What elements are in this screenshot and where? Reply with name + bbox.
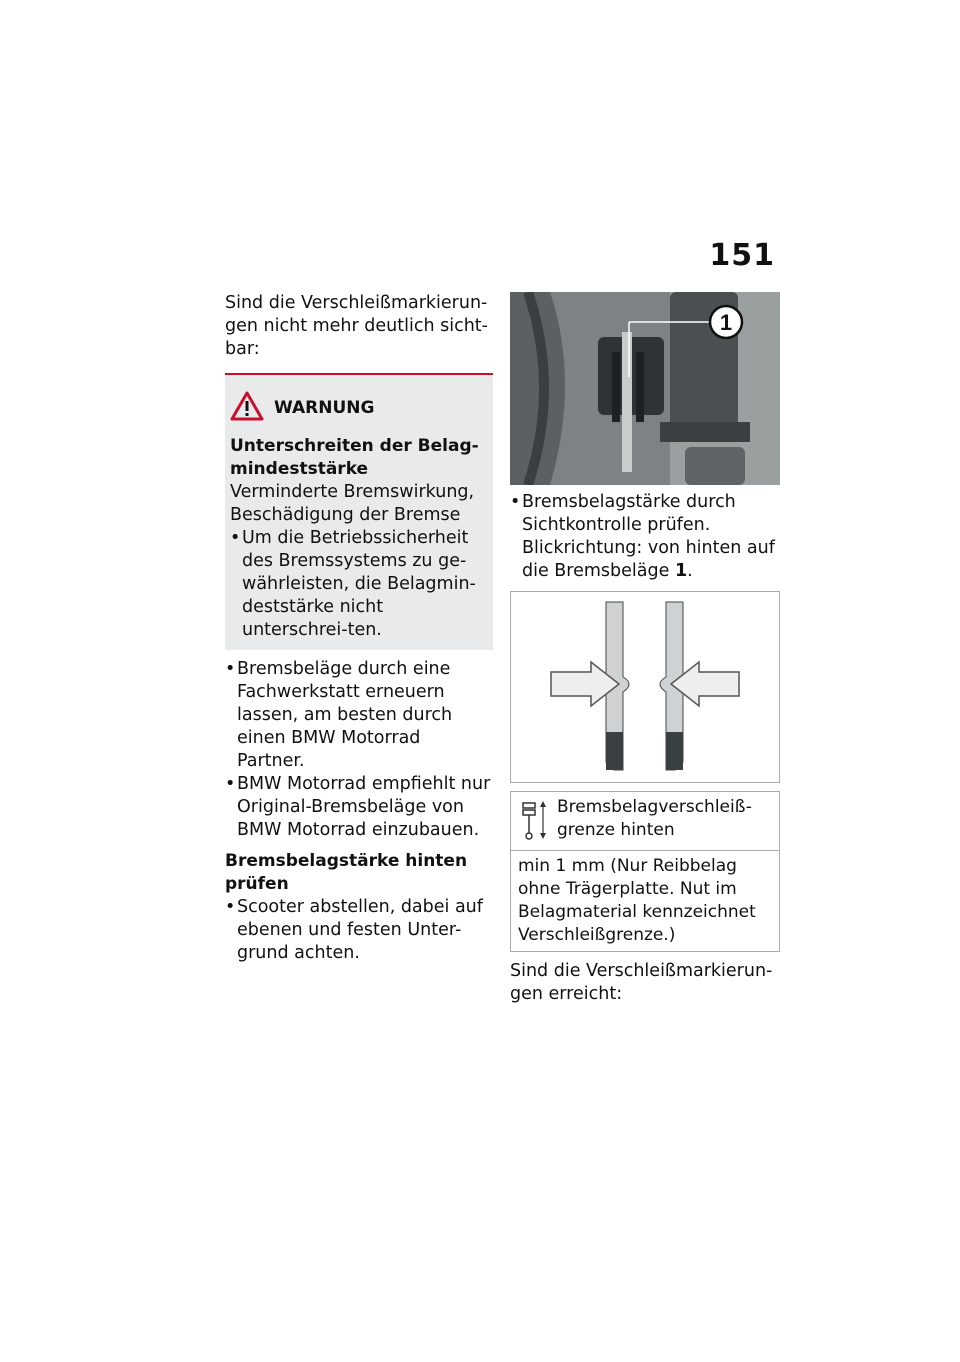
closing-text: Sind die Verschleißmarkierun-gen erreicht: — [510, 961, 773, 1004]
photo-callout-number: 1 — [719, 310, 733, 335]
warning-triangle-icon — [230, 391, 264, 425]
brake-pad-diagram — [510, 591, 780, 783]
list-item: • Bremsbeläge durch eine Fachwerkstatt erneuern lassen, am besten durch einen BMW Motorrad Partner. — [225, 658, 493, 773]
warning-action: • Um die Betriebssicherheit des Bremssystems zu ge-währleisten, die Belagmin-deststärke nicht unterschrei-ten. — [230, 527, 485, 642]
left-column — [225, 292, 493, 965]
warning-heading: Unterschreiten der Belag-mindeststärke — [230, 436, 479, 479]
intro-text: Sind die Verschleißmarkierun-gen nicht mehr deutlich sicht-bar: — [225, 293, 488, 359]
spec-header — [511, 792, 779, 851]
page-number: 151 — [709, 238, 775, 273]
brake-photo — [510, 292, 780, 485]
section-title: Bremsbelagstärke hinten prüfen — [225, 851, 468, 894]
warning-box — [225, 373, 493, 650]
right-column — [510, 292, 780, 1006]
spec-value: min 1 mm (Nur Reibbelag ohne Trägerplatte. Nut im Belagmaterial kennzeichnet Verschleißgrenze.) — [518, 856, 756, 945]
list-item: • BMW Motorrad empfiehlt nur Original-Bremsbeläge von BMW Motorrad einzubauen. — [225, 773, 493, 842]
warning-header — [230, 391, 485, 425]
list-item: • Scooter abstellen, dabei auf ebenen und festen Unter-grund achten. — [225, 896, 493, 965]
spec-label: Bremsbelagverschleiß-grenze hinten — [557, 797, 752, 840]
warning-title: WARNUNG — [274, 398, 375, 418]
list-item: • Bremsbelagstärke durch Sichtkontrolle prüfen. Blickrichtung: von hinten auf die Bremsbeläge 1. — [510, 491, 780, 583]
spec-table — [510, 791, 780, 952]
caliper-measure-icon — [517, 796, 551, 846]
instruction-list — [510, 491, 780, 583]
bullet-list — [225, 658, 493, 842]
warning-consequence: Verminderte Bremswirkung, Beschädigung der Bremse — [230, 482, 475, 525]
